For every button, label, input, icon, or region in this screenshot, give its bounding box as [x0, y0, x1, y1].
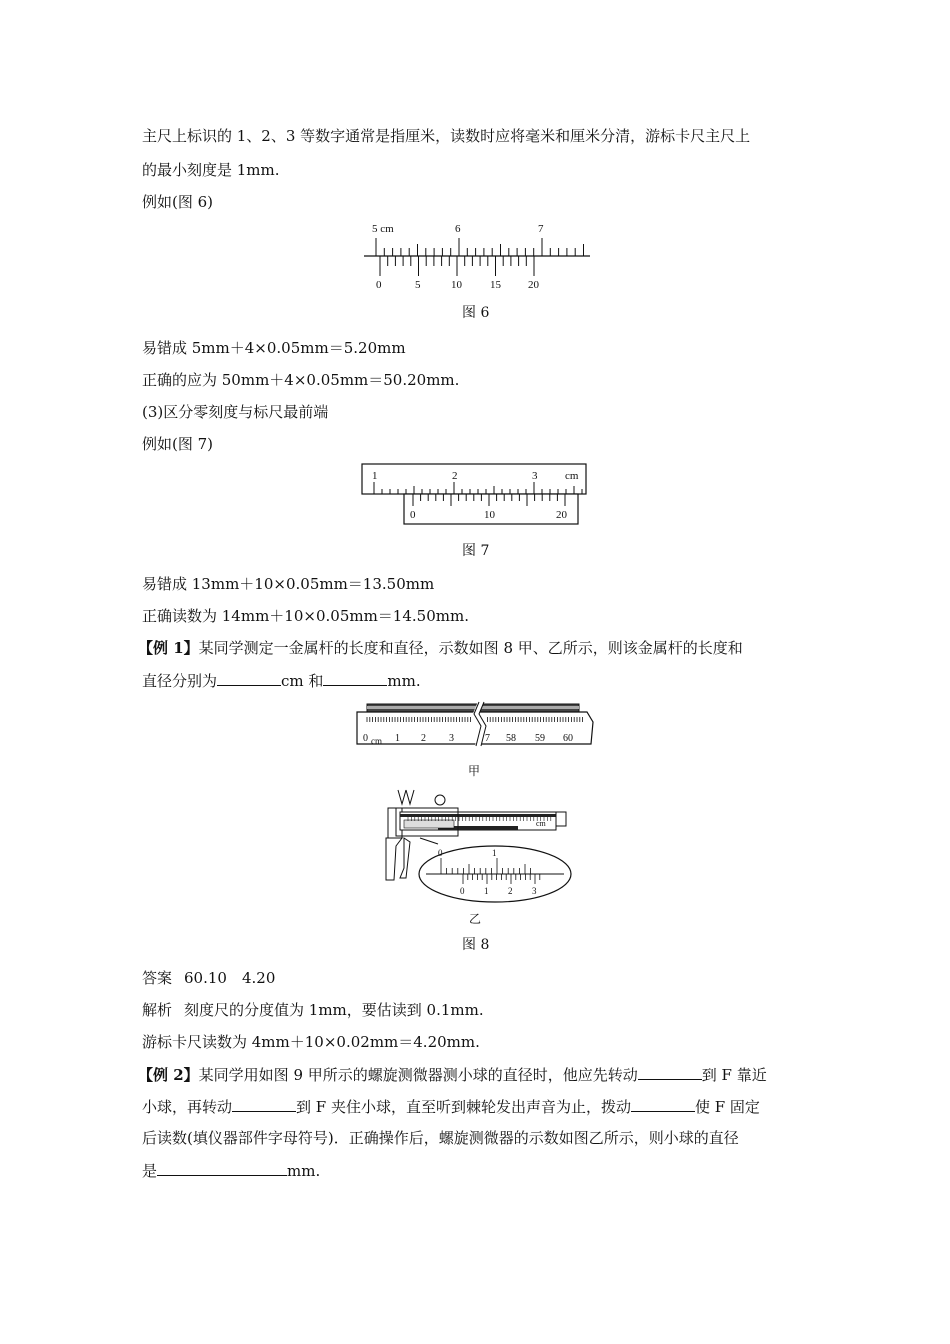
- ruler-label: 58: [506, 733, 516, 744]
- ruler-label: 0: [363, 733, 368, 744]
- text-line: 例如(图 7): [142, 435, 214, 453]
- figure-8-caption: 图 8: [462, 937, 490, 953]
- answer-blank[interactable]: [638, 1064, 702, 1080]
- fig6-vernier-label: 15: [490, 279, 501, 291]
- fig6-vernier-label: 10: [451, 279, 462, 291]
- fig7-main-label: 1: [372, 470, 378, 482]
- text-line: 易错成 13mm＋10×0.05mm＝13.50mm: [142, 575, 435, 593]
- figure-6-caption: 图 6: [462, 305, 490, 321]
- text-span: 到 F 靠近: [701, 1066, 767, 1084]
- text-line: 正确的应为 50mm＋4×0.05mm＝50.20mm.: [142, 371, 460, 389]
- answer-blank[interactable]: [232, 1096, 296, 1112]
- ruler-unit: cm: [371, 736, 382, 746]
- zoom-main-label: 0: [438, 848, 443, 858]
- fig7-unit-label: cm: [565, 470, 579, 482]
- text-line: 后读数(填仪器部件字母符号)．正确操作后，螺旋测微器的示数如图乙所示，则小球的直径: [142, 1129, 739, 1147]
- fig6-main-label: 5 cm: [372, 223, 394, 235]
- ruler-label: 60: [563, 733, 573, 744]
- example-1-blanks: [142, 670, 421, 691]
- fig7-vernier-label: 0: [410, 509, 416, 521]
- answer-blank[interactable]: [631, 1096, 695, 1112]
- zoom-vernier-label: 2: [508, 886, 513, 896]
- text-span: 是: [142, 1162, 158, 1180]
- figure-7-vernier-scale: [360, 462, 590, 528]
- example-2-line-4: [142, 1160, 320, 1181]
- ruler-label: 59: [535, 733, 545, 744]
- answer-blank[interactable]: [323, 670, 387, 686]
- example-1-text: 某同学测定一金属杆的长度和直径，示数如图 8 甲、乙所示，则该金属杆的长度和: [198, 639, 743, 657]
- example-2-tag: 【例 2】: [138, 1066, 199, 1084]
- figure-8a-ruler: [355, 700, 595, 750]
- ruler-label: 2: [421, 733, 426, 744]
- text-line: 易错成 5mm＋4×0.05mm＝5.20mm: [142, 339, 406, 357]
- text-span: 使 F 固定: [694, 1098, 760, 1116]
- fig6-main-label: 6: [455, 223, 461, 235]
- figure-8b-caption: 乙: [469, 912, 482, 926]
- text-span: 小球，再转动: [142, 1098, 233, 1116]
- text-line: 正确读数为 14mm＋10×0.05mm＝14.50mm.: [142, 607, 469, 625]
- text-line: 的最小刻度是 1mm.: [142, 161, 280, 179]
- text-line: (3)区分零刻度与标尺最前端: [142, 403, 329, 421]
- fig7-vernier-label: 20: [556, 509, 567, 521]
- analysis-label: 解析: [142, 1001, 173, 1019]
- figure-8a-caption: 甲: [468, 764, 481, 778]
- answer-label: 答案: [142, 969, 173, 987]
- fig6-main-label: 7: [538, 223, 544, 235]
- figure-7-caption: 图 7: [462, 543, 490, 559]
- zoom-vernier-label: 0: [460, 886, 465, 896]
- ruler-label: 3: [449, 733, 454, 744]
- text-span: mm.: [287, 1162, 321, 1180]
- text-span: 到 F 夹住小球，直至听到棘轮发出声音为止，拨动: [296, 1098, 631, 1116]
- fig6-vernier-label: 20: [528, 279, 539, 291]
- example-2-line-1: [138, 1064, 767, 1085]
- text-span: cm 和: [281, 672, 324, 690]
- zoom-main-label: 1: [492, 848, 497, 858]
- ruler-label: 7: [485, 733, 490, 744]
- example-1-tag: 【例 1】: [138, 639, 199, 657]
- answer-blank[interactable]: [217, 670, 281, 686]
- example-1-prompt: [138, 638, 743, 658]
- text-span: 某同学用如图 9 甲所示的螺旋测微器测小球的直径时，他应先转动: [198, 1066, 638, 1084]
- answer-line: [142, 968, 275, 988]
- caliper-unit: cm: [536, 819, 546, 828]
- fig7-vernier-label: 10: [484, 509, 495, 521]
- example-2-line-2: [142, 1096, 760, 1117]
- fig6-vernier-label: 5: [415, 279, 421, 291]
- fig7-main-label: 3: [532, 470, 538, 482]
- answer-value: 60.10 4.20: [184, 969, 276, 987]
- analysis-text: 刻度尺的分度值为 1mm，要估读到 0.1mm.: [184, 1001, 484, 1019]
- answer-blank[interactable]: [157, 1160, 287, 1176]
- text-line: 主尺上标识的 1、2、3 等数字通常是指厘米，读数时应将毫米和厘米分清，游标卡尺主尺上: [142, 127, 751, 145]
- zoom-vernier-label: 1: [484, 886, 489, 896]
- zoom-vernier-label: 3: [532, 886, 537, 896]
- text-line: 游标卡尺读数为 4mm＋10×0.02mm＝4.20mm.: [142, 1033, 480, 1051]
- fig7-main-label: 2: [452, 470, 458, 482]
- ruler-label: 1: [395, 733, 400, 744]
- figure-8b-caliper: [378, 786, 578, 904]
- fig6-vernier-label: 0: [376, 279, 382, 291]
- text-span: 直径分别为: [142, 672, 218, 690]
- analysis-line: [142, 1000, 484, 1020]
- text-line: 例如(图 6): [142, 193, 214, 211]
- text-span: mm.: [387, 672, 421, 690]
- figure-6-vernier-scale: [360, 220, 600, 296]
